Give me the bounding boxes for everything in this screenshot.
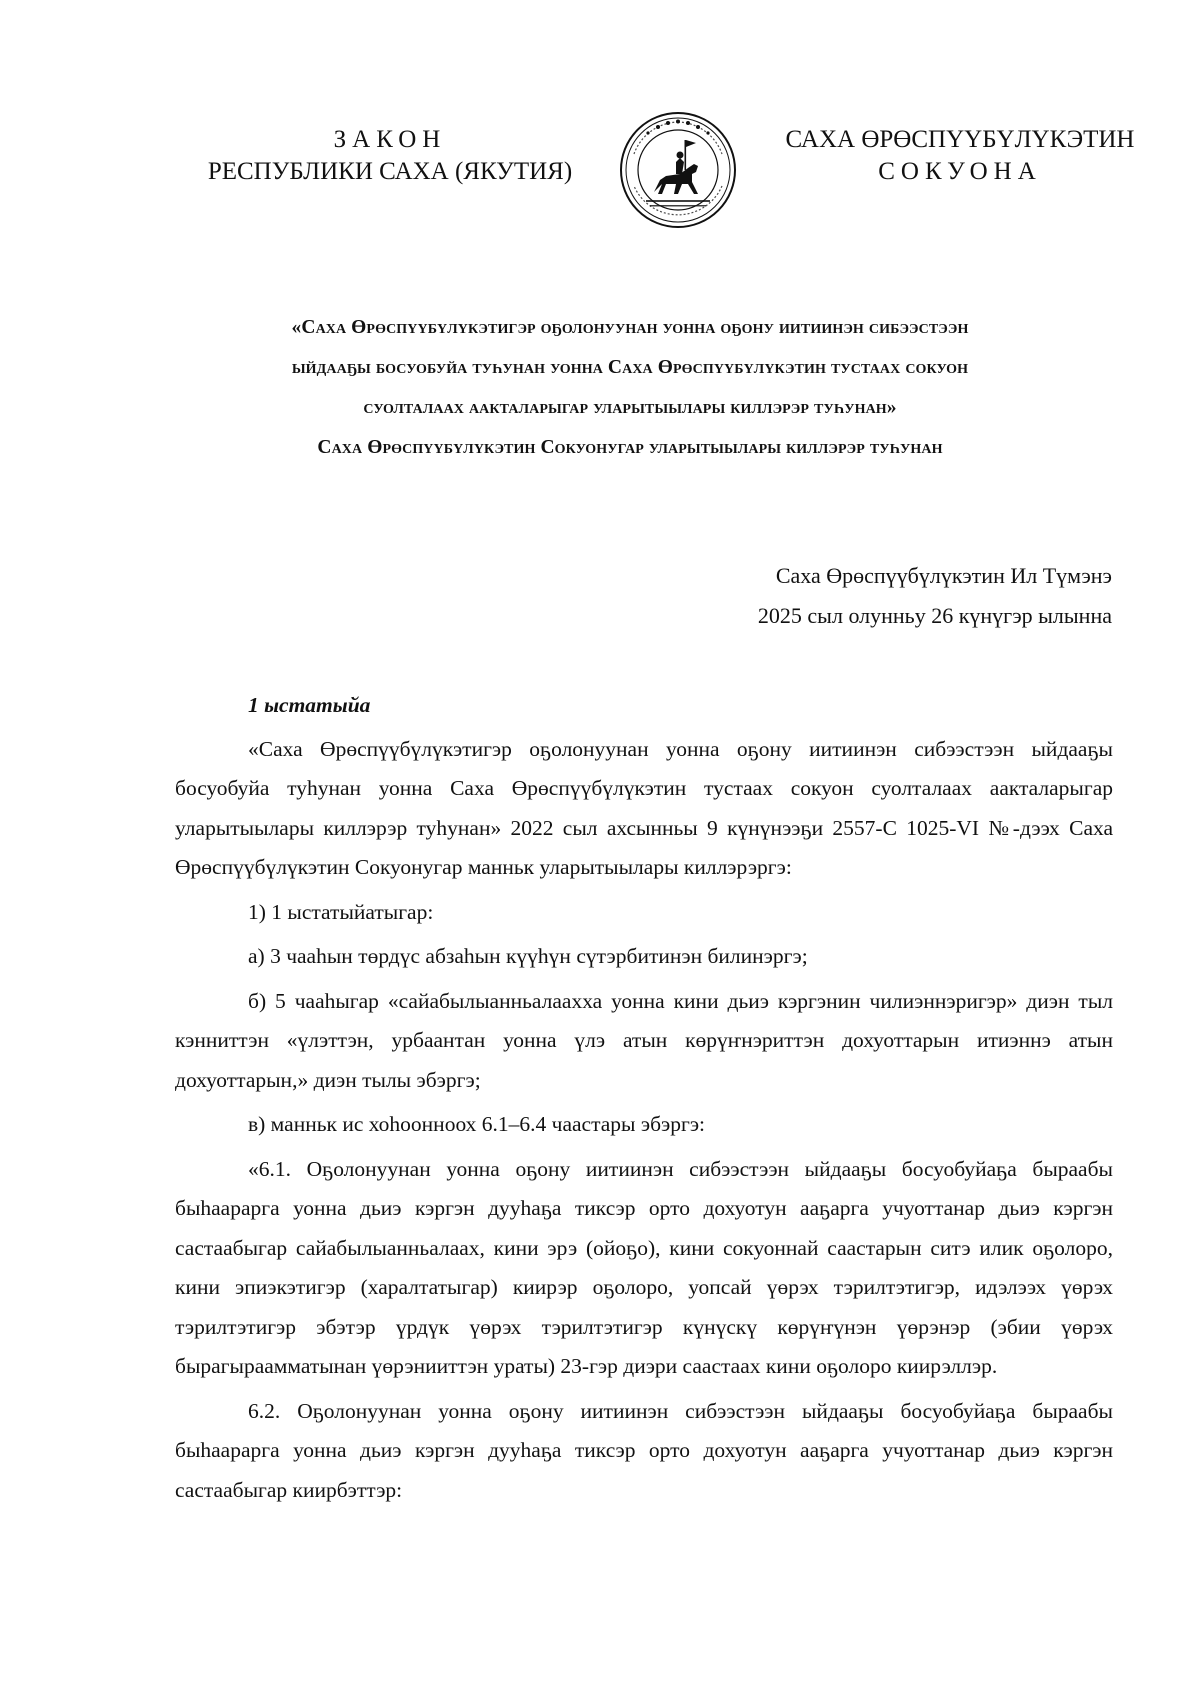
article-body — [175, 686, 1113, 1515]
title-line-2: ыйдааҕы босуобуйа туһунан уонна Саха Өрөспүүбүлүкэтин тустаах сокуон — [291, 357, 969, 378]
article-paragraph: «6.1. Оҕолонуунан уонна оҕону иитиинэн сибээстээн ыйдааҕы босуобуйаҕа быраабы быһаарарга уонна дьиэ кэргэн дууһаҕа тиксэр орто дохуотун ааҕарга учуоттанар дьиэ кэргэн састаабыгар сайабылыанньалаах, кини эрэ (ойоҕо), кини сокуоннай саастарын ситэ илик оҕолоро, кини эпиэкэтигэр (харалтатыгар) киирэр оҕолоро, уопсай үөрэх тэрилтэтигэр, идэлээх үөрэх тэрилтэтигэр эбэтэр үрдүк үөрэх тэрилтэтигэр күнүскү көрүҥүнэн үөрэнэр (эбии үөрэх бырагыраамматынан үөрэнииттэн ураты) 23-гэр диэри саастаах кини оҕолоро киирэллэр. — [175, 1156, 1113, 1378]
republic-coat-of-arms-icon — [618, 110, 738, 230]
article-paragraph: «Саха Өрөспүүбүлүкэтигэр оҕолонуунан уонна оҕону иитиинэн сибээстээн ыйдааҕы босуобуйа туһунан уонна Саха Өрөспүүбүлүкэтин тустаах сокуон суолталаах аакталарыгар уларытыылары киллэрэр туһунан» 2022 сыл ахсынньы 9 күнүнээҕи 2557-С 1025-VI №-дээх Саха Өрөспүүбүлүкэтин Сокуонугар манньк уларытыылары киллэрэргэ: — [175, 736, 1113, 879]
article-paragraph: б) 5 чааһыгар «сайабылыанньалаахха уонна кини дьиэ кэргэнин чилиэннэригэр» диэн тыл кэнниттэн «үлэттэн, урбаантан уонна үлэ атын көрүҥнэриттэн дохуоттарын итиэннэ атын дохуоттарын,» диэн тылы эбэргэ; — [175, 988, 1113, 1092]
article-paragraph: 1) 1 ыстатыйатыгар: — [248, 899, 434, 924]
title-line-1: «Саха Өрөспүүбүлүкэтигэр оҕолонуунан уонна оҕону иитиинэн сибээстээн — [291, 317, 969, 338]
title-line-3: суолталаах аакталарыгар уларытыылары киллэрэр туһунан» — [363, 397, 897, 418]
article-heading: 1 ыстатыйа — [248, 693, 371, 717]
adopting-body: Саха Өрөспүүбүлүкэтин Ил Түмэнэ — [775, 563, 1112, 588]
header-left-line2: РЕСПУБЛИКИ САХА (ЯКУТИЯ) — [207, 158, 573, 185]
adoption-block — [758, 556, 1112, 636]
article-paragraph: 6.2. Оҕолонуунан уонна оҕону иитиинэн сибээстээн ыйдааҕы босуобуйаҕа быраабы быһаарарга уонна дьиэ кэргэн дууһаҕа тиксэр орто дохуотун ааҕарга учуоттанар дьиэ кэргэн састаабыгар киирбэттэр: — [175, 1398, 1113, 1502]
title-line-4: Саха Өрөспүүбүлүкэтин Сокуонугар уларытыылары киллэрэр туһунан — [317, 437, 943, 458]
article-paragraph: а) 3 чааһын төрдүс абзаһын күүһүн сүтэрбитинэн билинэргэ; — [248, 944, 808, 968]
header-left — [200, 124, 580, 188]
header-right-line2: СОКУОНА — [878, 158, 1042, 185]
article-paragraph: в) манньк ис хоһоонноох 6.1–6.4 чаастары эбэргэ: — [248, 1112, 706, 1136]
law-title — [150, 308, 1110, 468]
header-right-line1: САХА ӨРӨСПҮҮБҮЛҮКЭТИН — [785, 126, 1135, 153]
header-right — [770, 124, 1150, 188]
header-left-line1: ЗАКОН — [333, 126, 447, 153]
adoption-date: 2025 сыл олунньу 26 күнүгэр ылынна — [757, 603, 1112, 628]
